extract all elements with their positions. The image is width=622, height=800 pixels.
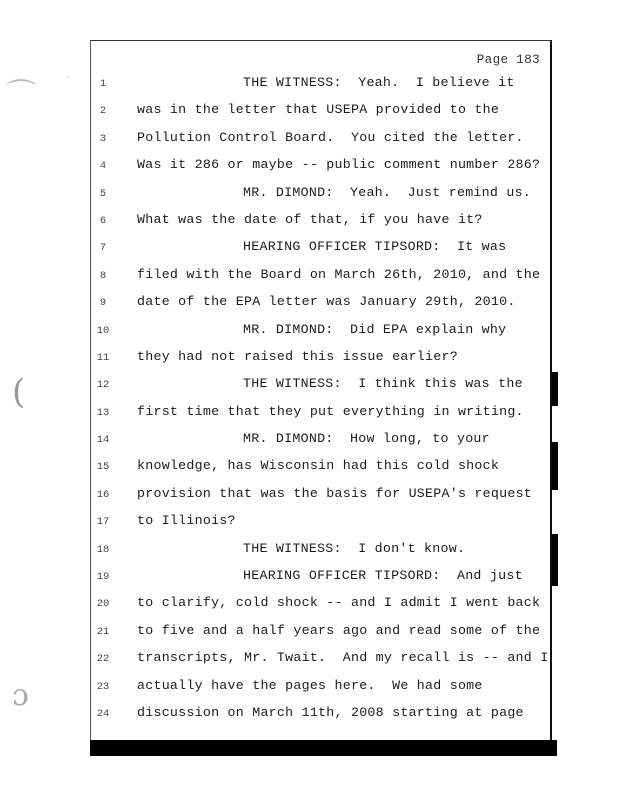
margin-bar [552,534,558,586]
transcript-line [91,704,550,731]
line-text: they had not raised this issue earlier? [137,348,458,364]
line-text: discussion on March 11th, 2008 starting at page [137,704,524,720]
transcript-lines [91,74,550,731]
line-number: 6 [99,214,107,227]
transcript-line [91,430,550,457]
line-text: actually have the pages here. We had some [137,677,483,693]
transcript-line [91,129,550,156]
line-text: HEARING OFFICER TIPSORD: And just [243,568,523,584]
line-text: transcripts, Mr. Twait. And my recall is -- and I [137,650,549,666]
line-text: MR. DIMOND: Did EPA explain why [243,321,507,337]
scan-artifact-mark: · [66,70,70,84]
transcript-line [91,293,550,320]
line-text: HEARING OFFICER TIPSORD: It was [243,239,507,255]
line-text: THE WITNESS: I don't know. [243,540,466,556]
line-text: first time that they put everything in writing. [137,403,524,419]
line-number: 13 [96,406,110,419]
line-text: knowledge, has Wisconsin had this cold shock [137,458,500,474]
line-number: 23 [96,680,110,693]
line-number: 15 [96,461,110,474]
line-number: 10 [96,324,110,337]
transcript-line [91,649,550,676]
transcript-line [91,156,550,183]
line-number: 19 [96,571,110,584]
bottom-border-bar [90,740,557,756]
transcript-line [91,567,550,594]
line-number: 24 [96,707,110,720]
line-number: 11 [96,351,110,364]
transcript-line [91,457,550,484]
transcript-line [91,540,550,567]
hole-punch-mark: ( [12,372,26,412]
page-number: Page 183 [476,53,540,67]
transcript-line [91,348,550,375]
transcript-line [91,375,550,402]
line-text: was in the letter that USEPA provided to the [137,102,500,118]
transcript-line [91,403,550,430]
line-text: filed with the Board on March 26th, 2010, and the [137,266,541,282]
transcript-line [91,677,550,704]
line-number: 20 [96,598,110,611]
line-text: MR. DIMOND: How long, to your [243,431,490,447]
line-number: 7 [99,242,107,255]
line-number: 2 [99,105,107,118]
line-number: 3 [99,132,107,145]
margin-bar [552,372,558,406]
transcript-line [91,238,550,265]
line-text: Pollution Control Board. You cited the letter. [137,129,524,145]
line-text: to five and a half years ago and read some of the [137,622,541,638]
line-number: 14 [96,434,110,447]
transcript-line [91,485,550,512]
line-number: 16 [96,488,110,501]
hole-punch-mark: ɔ [12,678,29,713]
line-text: date of the EPA letter was January 29th, 2010. [137,294,516,310]
line-number: 17 [96,516,110,529]
margin-bar [552,442,558,490]
line-text: to clarify, cold shock -- and I admit I went back [137,595,541,611]
line-number: 18 [96,543,110,556]
transcript-line [91,101,550,128]
transcript-page [90,40,552,740]
transcript-line [91,594,550,621]
transcript-line [91,622,550,649]
transcript-line [91,266,550,293]
line-number: 1 [99,78,107,90]
line-text: MR. DIMOND: Yeah. Just remind us. [243,184,532,200]
transcript-line [91,211,550,238]
line-text: to Illinois? [137,513,236,529]
transcript-line [91,74,550,101]
transcript-line [91,512,550,539]
line-number: 9 [99,297,107,310]
line-number: 5 [99,187,107,200]
line-number: 8 [99,269,107,282]
line-number: 12 [96,379,110,392]
line-number: 22 [96,653,110,666]
line-text: THE WITNESS: Yeah. I believe it [243,75,515,90]
line-text: Was it 286 or maybe -- public comment number 286? [137,157,541,173]
line-number: 21 [96,625,110,638]
line-number: 4 [99,160,107,173]
transcript-line [91,321,550,348]
line-text: THE WITNESS: I think this was the [243,376,523,392]
scan-artifact-mark: ⌒ [6,78,36,113]
transcript-line [91,184,550,211]
line-text: provision that was the basis for USEPA's request [137,485,533,501]
line-text: What was the date of that, if you have it? [137,211,483,227]
